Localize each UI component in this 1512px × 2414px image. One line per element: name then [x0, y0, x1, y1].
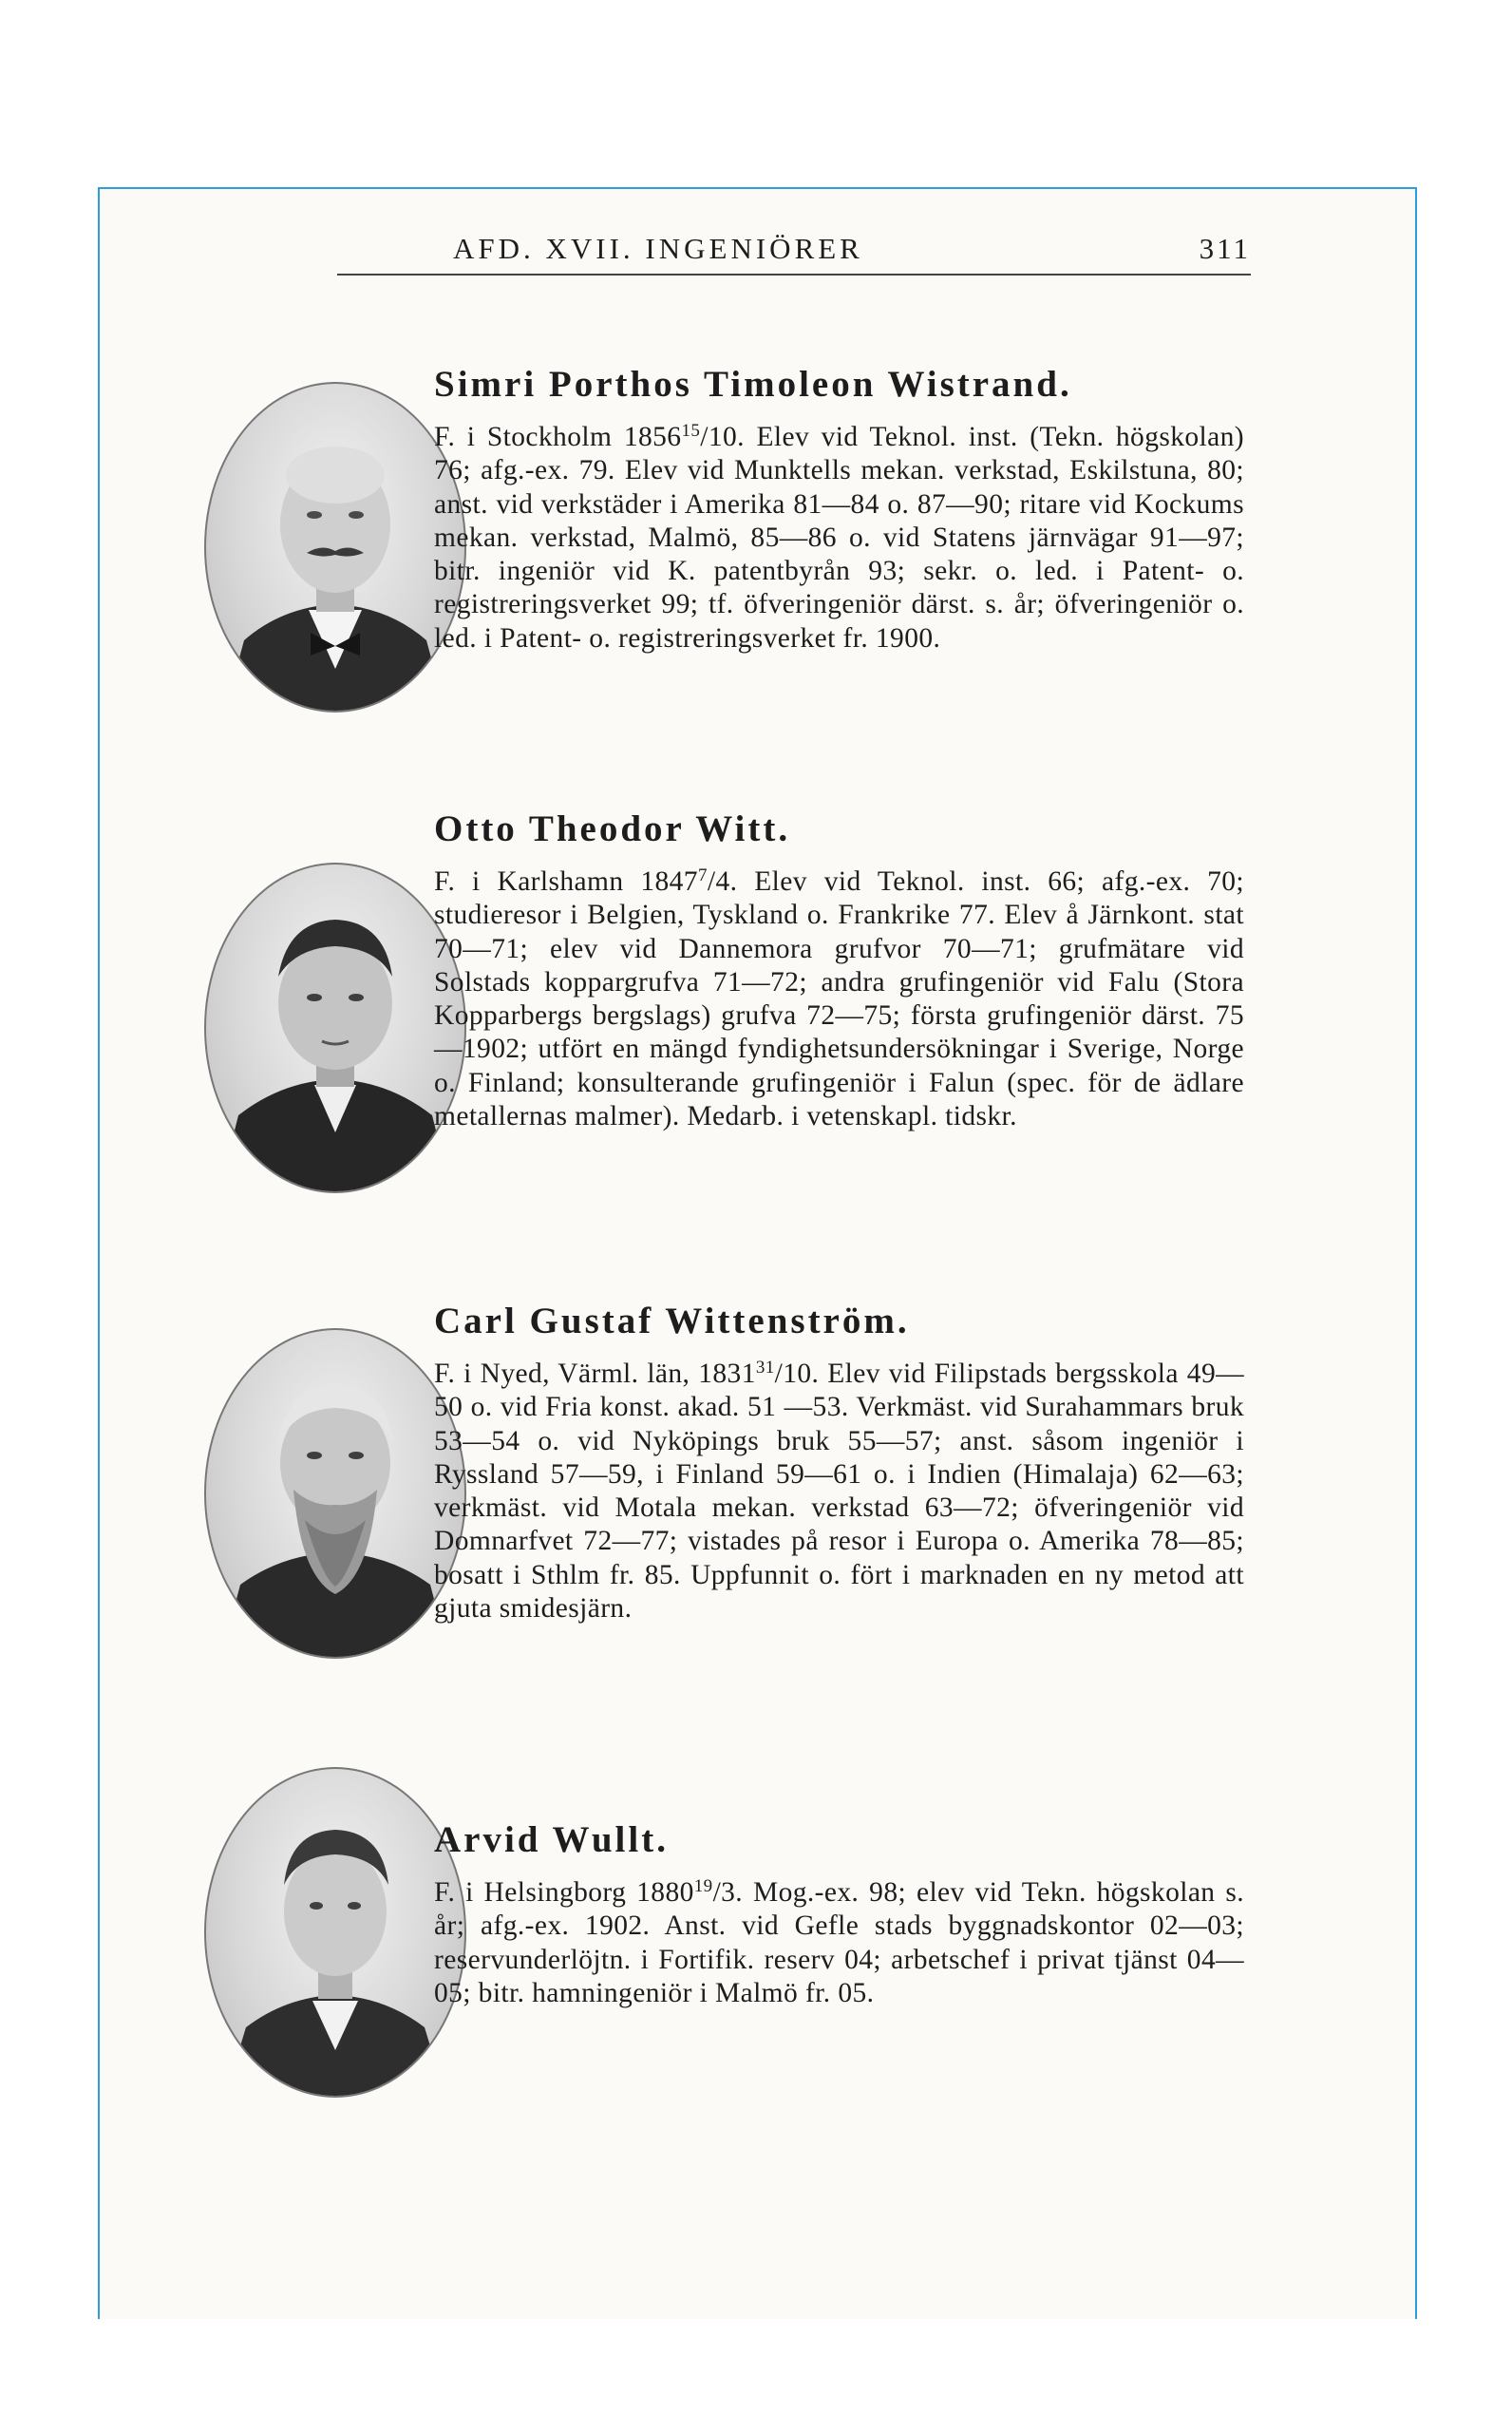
entry-wittenstrom: [434, 1298, 1244, 1625]
entry-biography: F. i Helsingborg 1880$^{19}$/3. Mog.-ex. 98; elev vid Tekn. högskolan s. år; afg.-ex. 1902. Anst. vid Gefle stads byggnadskontor 02—03; reservunderlöjtn. i Fortifik. reserv 04; arbetschef i privat tjänst 04—05; bitr. hamningeniör i Malmö fr. 05.: [434, 1876, 1244, 2008]
entry-biography: F. i Stockholm 1856$^{15}$/10. Elev vid Teknol. inst. (Tekn. högskolan) 76; afg.-ex. 79. Elev vid Munktells mekan. verkstad, Eskilstuna, 80; anst. vid verkstäder i Amerika 81—84 o. 87—90; ritare vid Kockums mekan. verkstad, Malmö, 85—86 o. vid Statens järnvägar 91—97; bitr. ingeniör vid K. patentbyrån 93; sekr. o. led. i Patent- o. registreringsverket 99; tf. öfveringeniör därst. s. år; öfveringeniör o. led. i Patent- o. registreringsverket fr. 1900.: [434, 421, 1245, 654]
entry-witt: [434, 806, 1244, 1133]
section-title: AFD. XVII. INGENIÖRER: [453, 232, 863, 265]
portrait-wistrand: [204, 382, 466, 713]
entry-name: Simri Porthos Timoleon Wistrand.: [434, 364, 1072, 405]
entry-wullt: [434, 1816, 1244, 2010]
entry-name: Arvid Wullt.: [434, 1819, 669, 1860]
portrait-wittenstrom: [204, 1328, 466, 1659]
portrait-wullt: [204, 1767, 466, 2098]
running-head: [337, 228, 1251, 276]
page-number: 311: [1199, 232, 1251, 265]
portrait-witt: [204, 863, 466, 1193]
entry-name: Carl Gustaf Wittenström.: [434, 1301, 910, 1341]
entry-biography: F. i Nyed, Värml. län, 1831$^{31}$/10. Elev vid Filipstads bergsskola 49—50 o. vid Fria konst. akad. 51 —53. Verkmäst. vid Surahammars bruk 53—54 o. vid Nyköpings bruk 55—57; anst. såsom ingeniör i Ryssland 57—59, i Finland 59—61 o. i Indien (Himalaja) 62—63; verkmäst. vid Motala mekan. verkstad 63—72; öfveringeniör vid Domnarfvet 72—77; vistades på resor i Europa o. Amerika 78—85; bosatt i Sthlm fr. 85. Uppfunnit o. fört i marknaden en ny metod att gjuta smidesjärn.: [434, 1358, 1244, 1625]
entry-biography: F. i Karlshamn 1847$^7$/4. Elev vid Teknol. inst. 66; afg.-ex. 70; studieresor i Belgien, Tyskland o. Frankrike 77. Elev å Järnkont. stat 70—71; elev vid Dannemora grufvor 70—71; grufmätare vid Solstads koppargrufva 71—72; andra grufingeniör vid Falu (Stora Kopparbergs bergslags) grufva 72—75; första grufingeniör därst. 75—1902; utfört en mängd fyndighetsundersökningar i Sverige, Norge o. Finland; konsulterande grufingeniör i Falun (spec. för de ädlare metallernas malmer). Medarb. i vetenskapl. tidskr.: [434, 865, 1245, 1132]
entry-name: Otto Theodor Witt.: [434, 808, 791, 849]
entry-wistrand: [434, 361, 1244, 656]
